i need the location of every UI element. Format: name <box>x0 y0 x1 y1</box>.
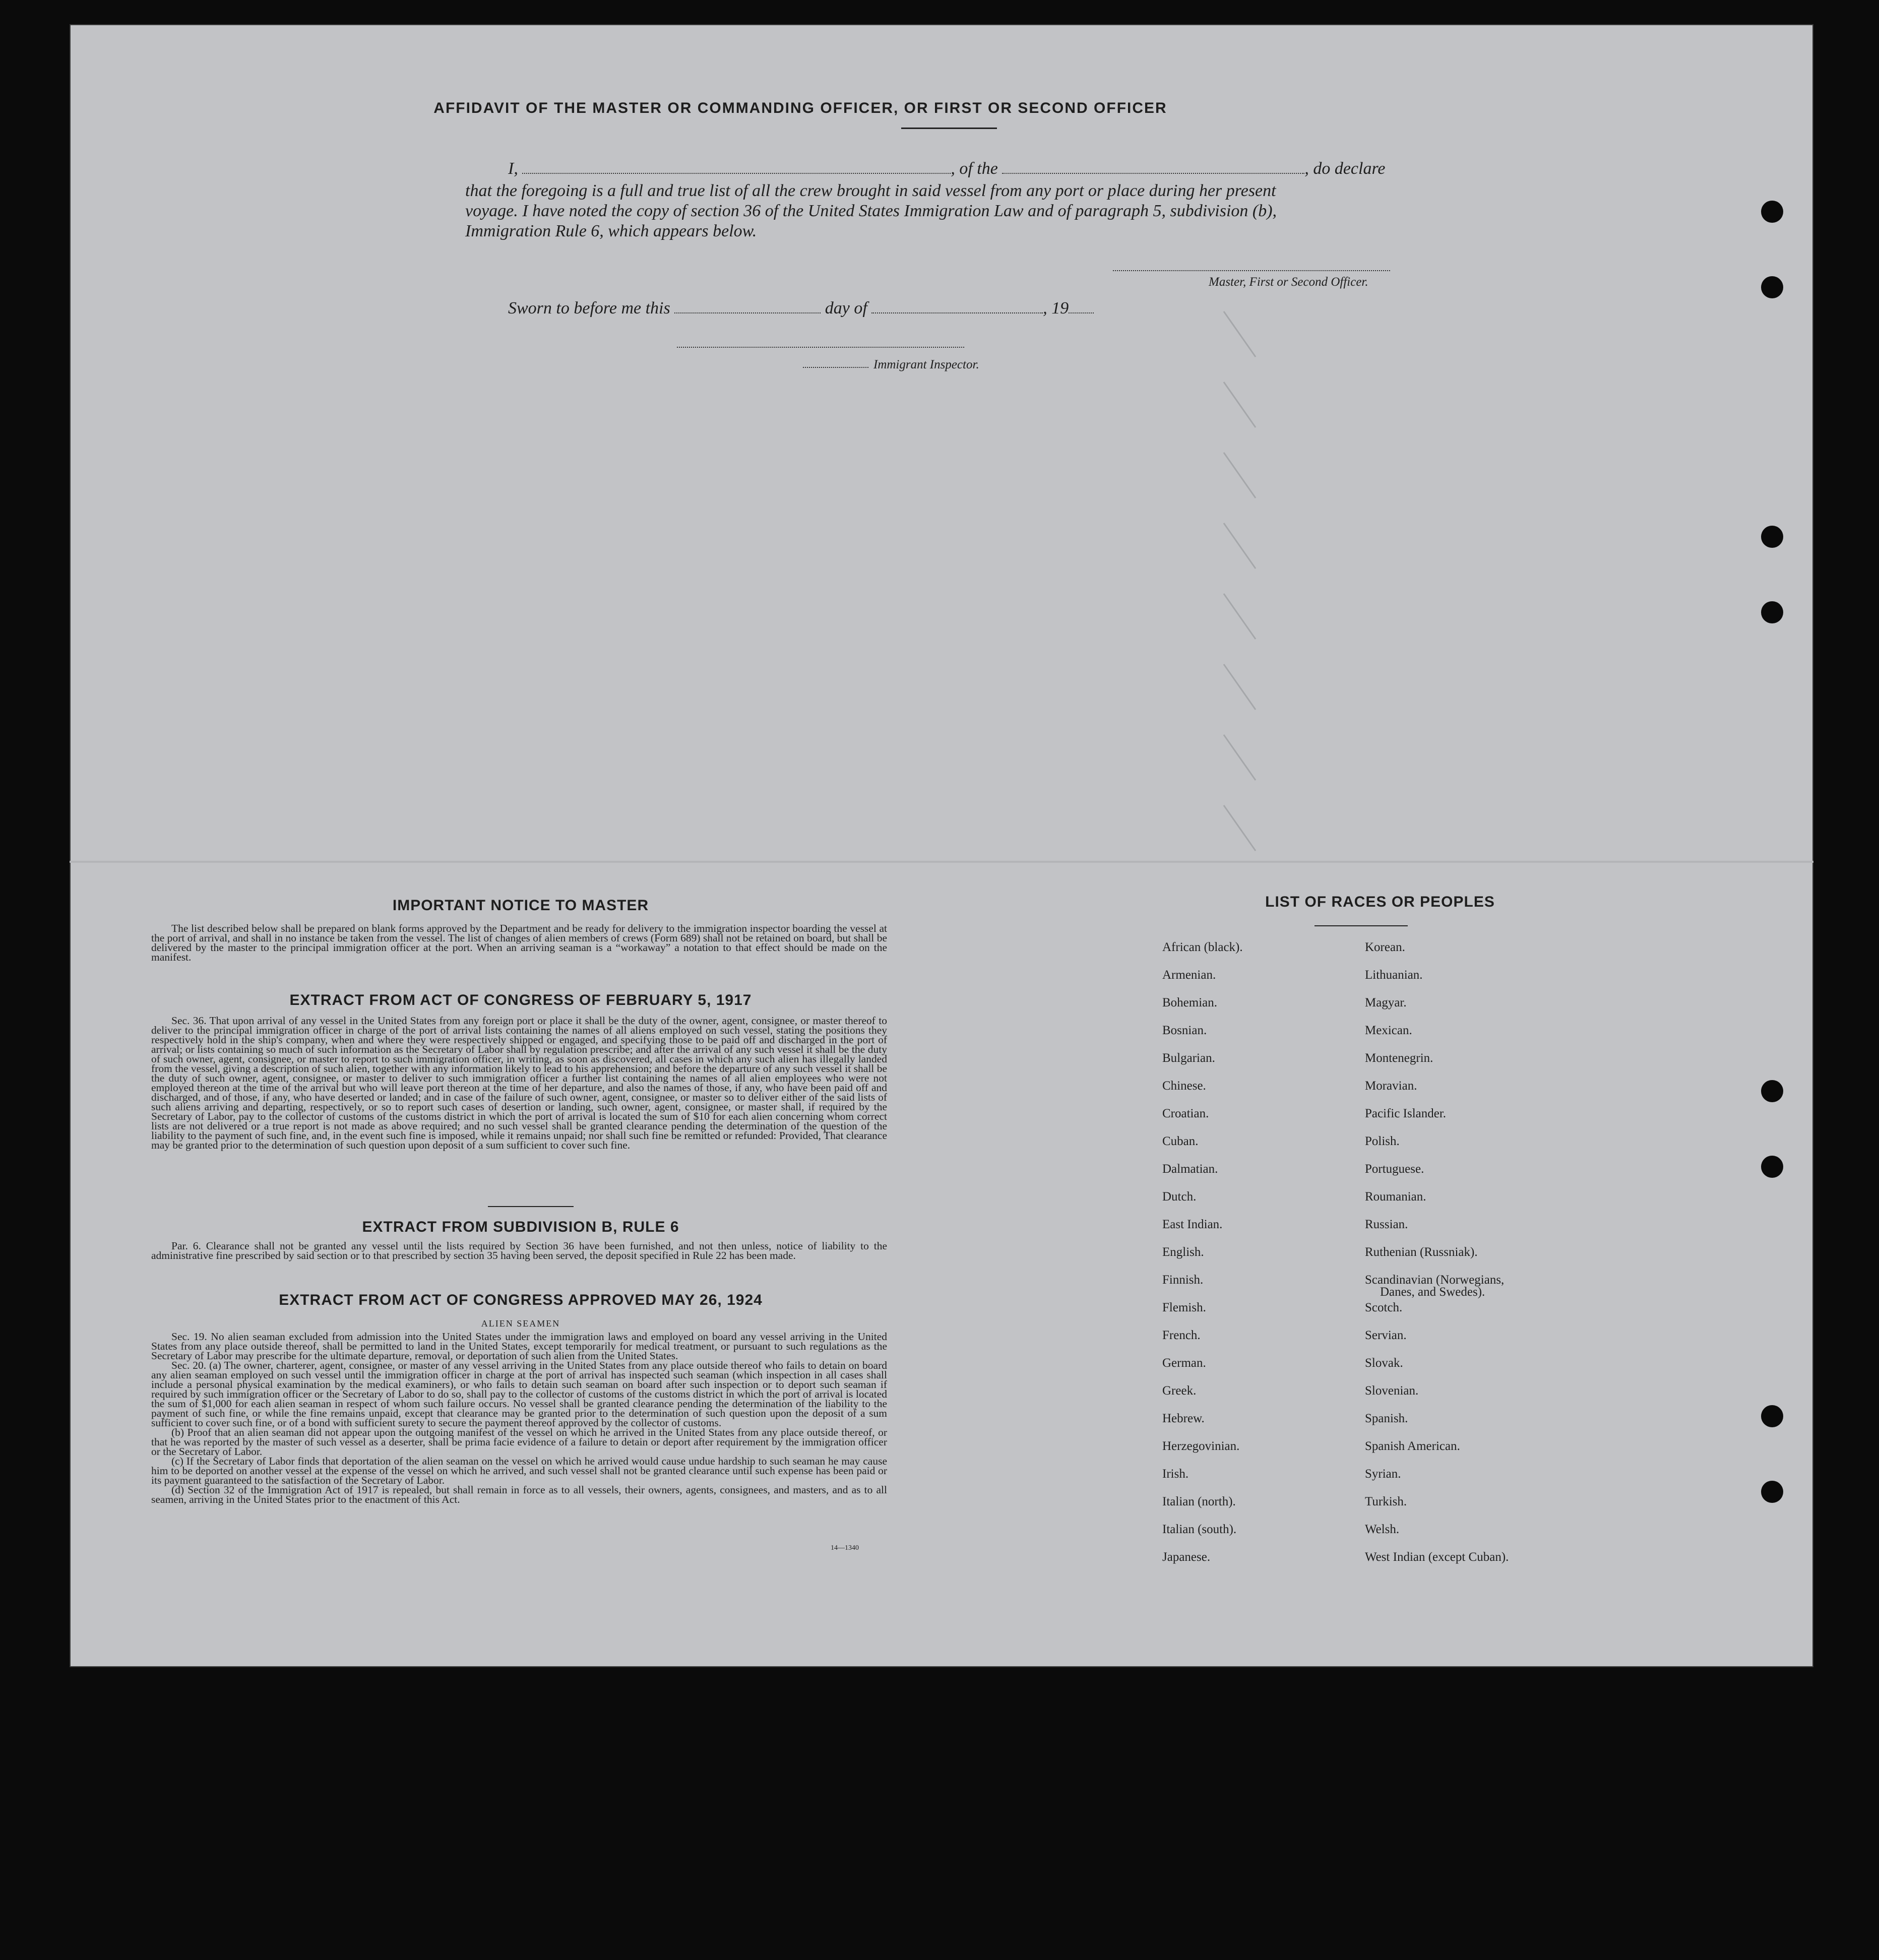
sworn-year-blank[interactable] <box>1069 307 1094 313</box>
document-page <box>70 24 1813 1667</box>
vessel-blank[interactable] <box>1002 168 1304 174</box>
day-of-label: day of <box>825 299 867 318</box>
race-item: Bosnian. <box>1162 1024 1207 1037</box>
race-item: Welsh. <box>1365 1523 1400 1536</box>
race-item: Croatian. <box>1162 1107 1209 1120</box>
sec19-text: Sec. 19. No alien seaman excluded from admission into the United States under the immigration laws and employed on board any vessel arriving in the United States from any place outside thereof, shall be permitted to land in the United States, except temporarily for medical treatment, or pursuant to such regulations as the Secretary of Labor may prescribe for the ultimate departure, removal, or deportation of such alien from the United States. <box>151 1331 887 1362</box>
race-item: Flemish. <box>1162 1301 1206 1314</box>
punch-hole <box>1761 1405 1783 1427</box>
race-item: Chinese. <box>1162 1079 1206 1093</box>
punch-hole <box>1761 1481 1783 1503</box>
race-item: Irish. <box>1162 1467 1189 1481</box>
extract-1924-title: EXTRACT FROM ACT OF CONGRESS APPROVED MAY 26, 1924 <box>279 1292 763 1308</box>
race-item: Magyar. <box>1365 996 1407 1009</box>
race-item: Italian (south). <box>1162 1523 1237 1536</box>
fold-line <box>70 861 1813 863</box>
punch-hole <box>1761 601 1783 623</box>
race-item: Portuguese. <box>1365 1162 1424 1176</box>
punch-hole <box>1761 276 1783 298</box>
race-item: Turkish. <box>1365 1495 1407 1508</box>
race-item: Armenian. <box>1162 968 1216 982</box>
title-rule <box>901 128 997 129</box>
race-item: African (black). <box>1162 940 1243 954</box>
race-item: Greek. <box>1162 1384 1197 1398</box>
sec20c-text: (c) If the Secretary of Labor finds that deportation of the alien seaman on the vessel on which he arrived would cause undue hardship to such seaman he may cause him to be deported on another vessel at the expense of the vessel on which he arrived, and such vessel shall not be granted clearance until such expense has been paid or its payment guaranteed to the satisfaction of the Secretary of Labor. <box>151 1455 887 1486</box>
race-item: Herzegovinian. <box>1162 1439 1240 1453</box>
race-item: Lithuanian. <box>1365 968 1423 982</box>
race-item: Russian. <box>1365 1218 1408 1231</box>
race-item: Japanese. <box>1162 1550 1211 1564</box>
races-title-rule <box>1314 925 1408 926</box>
punch-hole <box>1761 201 1783 223</box>
punch-hole <box>1761 526 1783 548</box>
race-item: Montenegrin. <box>1365 1051 1433 1065</box>
race-item: Dutch. <box>1162 1190 1197 1204</box>
race-item: Hebrew. <box>1162 1412 1205 1425</box>
race-item: Bulgarian. <box>1162 1051 1215 1065</box>
inspector-caption: Immigrant Inspector. <box>873 358 979 371</box>
affidavit-line1 <box>508 159 1506 178</box>
race-item: Mexican. <box>1365 1024 1412 1037</box>
race-item: Danes, and Swedes). <box>1380 1285 1485 1299</box>
race-item: Cuban. <box>1162 1134 1199 1148</box>
notice-title: IMPORTANT NOTICE TO MASTER <box>392 897 649 914</box>
affidavit-line2: that the foregoing is a full and true list of all the crew brought in said vessel from any port or place during her present <box>465 181 1276 200</box>
race-item: Bohemian. <box>1162 996 1218 1009</box>
race-item: Slovenian. <box>1365 1384 1419 1398</box>
race-item: English. <box>1162 1245 1204 1259</box>
race-item: Polish. <box>1365 1134 1400 1148</box>
sec20d-text: (d) Section 32 of the Immigration Act of 1917 is repealed, but shall remain in force as to all vessels, their owners, agents, consignees, and masters, and as to all seamen, arriving in the United States prior to the enactment of this Act. <box>151 1484 887 1505</box>
sworn-day-blank[interactable] <box>674 307 821 313</box>
rule6-title: EXTRACT FROM SUBDIVISION B, RULE 6 <box>362 1219 679 1235</box>
extract-1917-body: Sec. 36. That upon arrival of any vessel in the United States from any foreign port or place it shall be the duty of the owner, agent, consignee, or master thereof to deliver to the principal immigration officer in charge of the port of arrival lists containing the names of all aliens employed on such vessel, stating the positions they respectively hold in the ship's company, when and where they were respectively shipped or engaged, and specifying those to be paid off and discharged in the port of arrival; or lists containing so much of such information as the Secretary of Labor shall by regulation prescribe; and after the arrival of any such vessel it shall be the duty of such owner, agent, consignee, or master to report to such immigration officer, in writing, as soon as discovered, all cases in which any such alien has illegally landed from the vessel, giving a description of such alien, together with any information likely to lead to his apprehension; and before the departure of any such vessel it shall be the duty of such owner, agent, consignee, or master to deliver to such immigration officer a further list containing the names of all alien employees who were not employed thereon at the time of the arrival but who will leave port thereon at the time of her departure, and also the names of those, if any, who have been paid off and discharged, and of those, if any, who have deserted or landed; and in case of the failure of such owner, agent, consignee, or master so to deliver either of the said lists of such aliens arriving and departing, respectively, or so to report such cases of desertion or landing, such owner, agent, consignee, or master shall, if required by the Secretary of Labor, pay to the collector of customs of the customs district in which the port of arrival is located the sum of $10 for each alien concerning whom correct lists are not delivered or a true report is not made as above required; and no such vessel shall be granted clearance pending the determination of the question of the liability to the payment of such fine, and, in the event such fine is imposed, while it remains unpaid; nor shall such fine be remitted or refunded: Provided, That clearance may be granted prior to the determination of such question upon deposit of a sum sufficient to cover such fine. <box>151 1015 887 1151</box>
rule6-body: Par. 6. Clearance shall not be granted any vessel until the lists required by Section 36 have been furnished, and not then unless, notice of liability to the administrative fine prescribed by said section or to that prescribed by section 35 having been served, the deposit specified in Rule 22 has been made. <box>151 1240 887 1261</box>
sec20b-text: (b) Proof that an alien seaman did not appear upon the outgoing manifest of the vessel on which he arrived in the United States from any place outside thereof, or that he was reported by the master of such vessel as a deserter, shall be prima facie evidence of a failure to detain or deport after requirement by the immigration officer or the Secretary of Labor. <box>151 1426 887 1458</box>
race-item: Syrian. <box>1365 1467 1401 1481</box>
sworn-line <box>508 299 1094 318</box>
year-label: , 19 <box>1043 299 1069 318</box>
race-item: Scotch. <box>1365 1301 1403 1314</box>
affidavit-line4: Immigration Rule 6, which appears below. <box>465 222 757 240</box>
punch-hole <box>1761 1156 1783 1178</box>
race-item: Ruthenian (Russniak). <box>1365 1245 1478 1259</box>
do-declare-label: , do declare <box>1304 159 1386 178</box>
name-blank[interactable] <box>522 168 951 174</box>
signature-line[interactable] <box>1113 270 1390 271</box>
sworn-label: Sworn to before me this <box>508 299 670 318</box>
race-item: Pacific Islander. <box>1365 1107 1447 1120</box>
race-item: Dalmatian. <box>1162 1162 1218 1176</box>
notice-body: The list described below shall be prepared on blank forms approved by the Department and be ready for delivery to the immigration inspector boarding the vessel at the port of arrival, and shall in no instance be taken from the vessel. The list of changes of alien members of crews (Form 689) shall not be retained on board, but shall be delivered by the master to the principal immigration officer at the port. When an arriving seaman is a “workaway” a notation to that effect should be made on the manifest. <box>151 922 887 963</box>
race-item: Korean. <box>1365 940 1405 954</box>
race-item: Moravian. <box>1365 1079 1417 1093</box>
affidavit-line3: voyage. I have noted the copy of section 36 of the United States Immigration Law and of paragraph 5, subdivision (b), <box>465 202 1277 220</box>
race-item: Slovak. <box>1365 1356 1403 1370</box>
race-item: German. <box>1162 1356 1206 1370</box>
extract-1917-title: EXTRACT FROM ACT OF CONGRESS OF FEBRUARY 5, 1917 <box>289 992 752 1008</box>
alien-seamen-subtitle: ALIEN SEAMEN <box>481 1318 560 1329</box>
race-item: West Indian (except Cuban). <box>1365 1550 1509 1564</box>
races-title: LIST OF RACES OR PEOPLES <box>1265 894 1495 910</box>
race-item: Roumanian. <box>1365 1190 1426 1204</box>
race-item: Spanish. <box>1365 1412 1408 1425</box>
race-item: Finnish. <box>1162 1273 1204 1287</box>
sec20a-text: Sec. 20. (a) The owner, charterer, agent, consignee, or master of any vessel arriving in the United States from any place outside thereof who fails to detain on board any alien seaman employed on such vessel until the immigration officer in charge at the port of arrival has inspected such seaman (which inspection in all cases shall include a personal physical examination by the medical examiners), or who fails to detain such seaman on board after such inspection or to deport such seaman if required by such immigration officer or the Secretary of Labor to do so, shall pay to the collector of customs of the customs district in which the port of arrival is located the sum of $1,000 for each alien seaman in respect of whom such failure occurs. No vessel shall be granted clearance pending the determination of the liability to the payment of such fine, or while the fine remains unpaid, except that clearance may be granted prior to the determination of such question upon the deposit of a sum sufficient to cover such fine, or of a bond with sufficient surety to secure the payment thereof approved by the collector of customs. <box>151 1359 887 1429</box>
race-item: Italian (north). <box>1162 1495 1236 1508</box>
of-the-label: , of the <box>951 159 998 178</box>
form-number: 14—1340 <box>831 1544 859 1552</box>
sworn-month-blank[interactable] <box>871 307 1043 313</box>
signature-caption: Master, First or Second Officer. <box>1209 275 1368 289</box>
extract-1924-body <box>151 1332 887 1504</box>
race-item: Servian. <box>1365 1329 1407 1342</box>
punch-hole <box>1761 1080 1783 1102</box>
affidavit-title: AFFIDAVIT OF THE MASTER OR COMMANDING OFFICER, OR FIRST OR SECOND OFFICER <box>433 100 1167 116</box>
race-item: Scandinavian (Norwegians, <box>1365 1273 1505 1287</box>
race-item: Spanish American. <box>1365 1439 1460 1453</box>
race-item: French. <box>1162 1329 1201 1342</box>
i-label: I, <box>508 159 518 178</box>
race-item: East Indian. <box>1162 1218 1223 1231</box>
inspector-signature-line[interactable] <box>677 347 964 348</box>
